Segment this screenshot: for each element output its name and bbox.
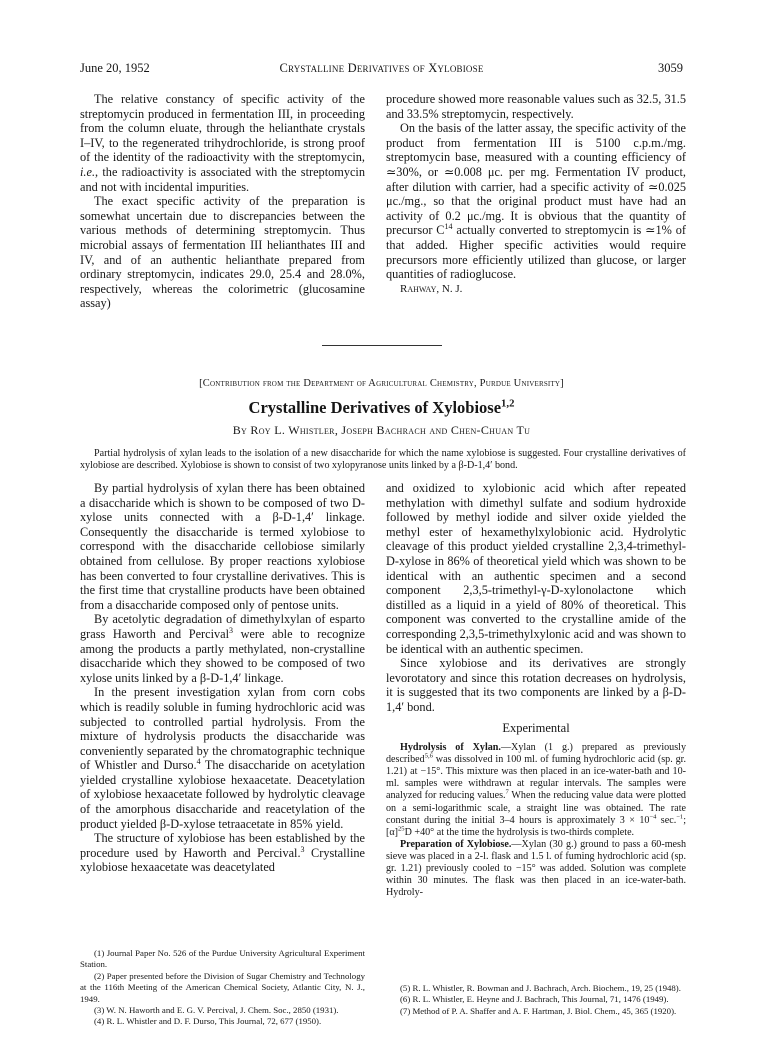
paragraph: By acetolytic degradation of dimethylxylan of esparto grass Haworth and Percival$^3$ were able to recognize among the products a partly methylated, non-crystalline disaccharide which they showed to be composed of two xylose units linked by a β-D-1,4′ linkage. — [80, 612, 365, 685]
top-right-column — [386, 92, 686, 296]
top-left-column — [80, 92, 365, 311]
header-date: June 20, 1952 — [80, 61, 150, 75]
subheading: Hydrolysis of Xylan. — [400, 742, 501, 754]
article-title: Crystalline Derivatives of Xylobiose$^{1,2}$ — [248, 397, 515, 417]
paragraph: By partial hydrolysis of xylan there has been obtained a disaccharide which is shown to be composed of two D-xylose units connected with a β-D-1,4′ linkage. Consequently the disaccharide is termed xylobiose to correspond with the disaccharide cellobiose similarly obtained from cellulose. By proper reactions xylobiose has been converted to four crystalline derivatives. This is the first time that crystalline products have been obtained from a disaccharide composed only of pentose units. — [80, 481, 365, 612]
author-location: Rahway, N. J. — [400, 282, 463, 295]
experimental-section — [386, 742, 686, 899]
paragraph: Hydrolysis of Xylan.—Xylan (1 g.) prepared as previously described$^{5,6}$ was dissolved in 100 ml. of fuming hydrochloric acid (sp. gr. 1.21) at −15°. This mixture was then placed in an ice-water-bath and 10-ml. samples were withdrawn at regular intervals. The samples were analyzed for reducing values.$^7$ When the reducing value data were plotted on a semi-logarithmic scale, a straight line was obtained. The rate constant during the initial 3–4 hours is approximately $3 \times 10^{-4}$ sec.$^{-1}$; $[\alpha]^{25}D +40^\circ$ at the time the hydrolysis is two-thirds complete. — [386, 742, 686, 838]
header-running-title: Crystalline Derivatives of Xylobiose — [279, 61, 484, 75]
paragraph: and oxidized to xylobionic acid which after repeated methylation with dimethyl sulfate and sodium hydroxide followed by methyl iodide and silver oxide yielded the methyl ester of hexamethylxylobionic acid. Hydrolytic cleavage of this product yielded crystalline 2,3,4-trimethyl-D-xylose in 86% of theoretical yield which was shown to be identical with an authentic specimen and a second component 2,3,5-trimethyl-γ-D-xylonolactone which distilled as a liquid in a yield of 80% of theoretical. This component was converted to the crystalline amide of the corresponding 2,3,5-trimethylxylonic acid and was shown to be identical with an authentic specimen. — [386, 481, 686, 656]
paragraph: The structure of xylobiose has been established by the procedure used by Haworth and Percival.$^3$ Crystalline xylobiose hexaacetate was deacetylated — [80, 831, 365, 875]
body-right-column — [386, 481, 686, 899]
footnotes-left — [80, 948, 365, 1028]
footnotes-right — [386, 983, 686, 1017]
body-left-column — [80, 481, 365, 875]
paragraph: On the basis of the latter assay, the specific activity of the product from fermentation III is 5100 c.p.m./mg. streptomycin base, measured with a counting efficiency of ≃30%, or ≃0.008 μc. per mg. Fermentation IV product, after dilution with carrier, had a specific activity of ≃0.025 μc./mg., so that the original product must have had an activity of 0.2 μc./mg. It is obvious that the quantity of precursor $C^{14}$ actually converted to streptomycin is ≃1% of that added. Higher specific activities would require precursors more efficiently utilized than glucose, or larger quantities of radioglucose. — [386, 121, 686, 282]
subheading: Preparation of Xylobiose. — [400, 838, 512, 850]
footnote: (2) Paper presented before the Division of Sugar Chemistry and Technology at the 116th Meeting of the American Chemical Society, Atlantic City, N. J., 1949. — [80, 970, 365, 1004]
footnote: (3) W. N. Haworth and E. G. V. Percival, J. Chem. Soc., 2850 (1931). — [94, 1005, 339, 1016]
footnote: (5) R. L. Whistler, R. Bowman and J. Bachrach, Arch. Biochem., 19, 25 (1948). — [400, 983, 681, 993]
contribution-line: [Contribution from the Department of Agricultural Chemistry, Purdue University] — [199, 378, 564, 389]
footnote: (4) R. L. Whistler and D. F. Durso, This Journal, 72, 677 (1950). — [94, 1016, 322, 1027]
paragraph: The exact specific activity of the preparation is somewhat uncertain due to discrepancies between the various methods of determining streptomycin. Thus microbial assays of fermentation III helianthates III and IV, and of an authentic helianthate prepared from ordinary streptomycin, indicates 29.0, 25.4 and 28.0%, respectively, whereas the colorimetric (glucosamine assay) — [80, 194, 365, 311]
article-abstract: Partial hydrolysis of xylan leads to the isolation of a new disaccharide for which the name xylobiose is suggested. Four crystalline derivatives of xylobiose are described. Xylobiose is shown to consist of two xylopyranose units linked by a β-D-1,4′ bond. — [80, 448, 686, 471]
article-authors: By Roy L. Whistler, Joseph Bachrach and Chen-Chuan Tu — [232, 423, 531, 437]
footnote: (7) Method of P. A. Shaffer and A. F. Hartman, J. Biol. Chem., 45, 365 (1920). — [400, 1005, 677, 1016]
paragraph: Since xylobiose and its derivatives are strongly levorotatory and since this rotation decreases on hydrolysis, it is suggested that its two components are linked by a β-D-1,4′ bond. — [386, 656, 686, 714]
paragraph: The relative constancy of specific activity of the streptomycin produced in fermentation III, in proceeding from the column eluate, through the helianthate crystals I–IV, to the regenerated trihydrochloride, is strong proof of the identity of the radioactivity with the streptomycin, i.e., the radioactivity is associated with the streptomycin and not with incidental impurities. — [80, 92, 365, 194]
footnote: (6) R. L. Whistler, E. Heyne and J. Bachrach, This Journal, 71, 1476 (1949). — [400, 994, 669, 1005]
section-divider — [322, 345, 442, 346]
paragraph: In the present investigation xylan from corn cobs which is readily soluble in fuming hydrochloric acid was subjected to controlled partial hydrolysis. From the mixture of hydrolysis products the disaccharide was conveniently separated by the chromatographic technique of Whistler and Durso.$^4$ The disaccharide on acetylation yielded crystalline xylobiose hexaacetate. Deacetylation of xylobiose hexaacetate followed by hydrolytic cleavage of the amorphous disaccharide and reacetylation of the product yielded β-D-xylose tetraacetate in 85% yield. — [80, 685, 365, 831]
paragraph: Preparation of Xylobiose.—Xylan (30 g.) ground to pass a 60-mesh sieve was placed in a 2-l. flask and 1.5 l. of fuming hydrochloric acid (sp. gr. 1.21) previously cooled to −15° was added. Solution was complete within 30 minutes. The flask was then placed in an ice-water-bath. Hydroly- — [386, 838, 686, 899]
paragraph: procedure showed more reasonable values such as 32.5, 31.5 and 33.5% streptomycin, respectively. — [386, 92, 686, 121]
experimental-heading: Experimental — [502, 720, 570, 735]
header-page-number: 3059 — [658, 61, 683, 75]
footnote: (1) Journal Paper No. 526 of the Purdue University Agricultural Experiment Station. — [80, 948, 365, 970]
